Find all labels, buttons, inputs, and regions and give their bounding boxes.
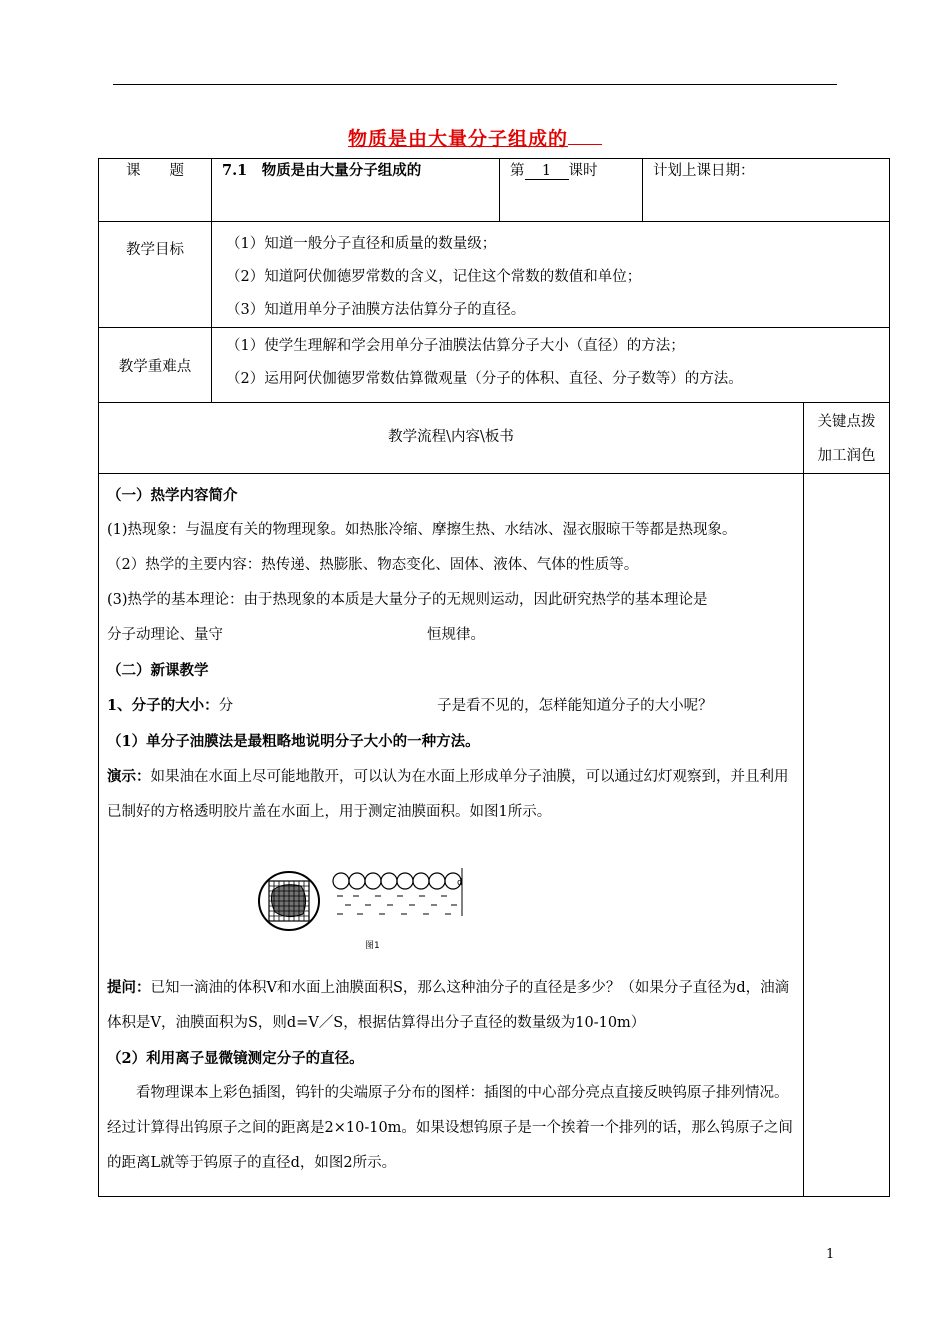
goals-list (212, 222, 889, 327)
goals-row (99, 222, 890, 328)
figure-1 (107, 830, 795, 970)
key-points-row (99, 328, 890, 403)
paragraph-heat-phenomena: (1)热现象：与温度有关的物理现象。如热胀冷缩、摩擦生热、水结冰、湿衣服晾干等都是热现象。 (107, 522, 737, 538)
content-body (99, 474, 803, 1181)
molecule-size-text-a: 分 (218, 698, 234, 714)
demo-label: 演示： (107, 768, 151, 785)
demo-paragraph (107, 759, 795, 830)
key-points-content-cell (212, 328, 890, 403)
content-main-cell (99, 474, 804, 1197)
method1-heading: （1）单分子油膜法是最粗略地说明分子大小的一种方法。 (107, 733, 480, 750)
paragraph-heat-content: （2）热学的主要内容：热传递、热膨胀、物态变化、固体、液体、气体的性质等。 (107, 557, 639, 573)
flow-header-side-cell (804, 403, 890, 474)
period-prefix: 第 (510, 163, 525, 179)
period-text (500, 159, 642, 180)
demo-text: 如果油在水面上尽可能地散开，可以认为在水面上形成单分子油膜，可以通过幻灯观察到，并且利用已制好的方格透明胶片盖在水面上，用于测定油膜面积。如图1所示。 (107, 769, 789, 820)
molecule-size-title: 1、分子的大小： (107, 697, 219, 714)
title-underline-pad (568, 126, 602, 145)
paragraph-heat-theory: (3)热学的基本理论：由于热现象的本质是大量分子的无规则运动，因此研究热学的基本理论是 (107, 592, 708, 608)
goal-item: （3）知道用单分子油膜方法估算分子的直径。 (226, 302, 526, 318)
document-title-text: 物质是由大量分子组成的 (347, 128, 568, 150)
key-points-list (212, 328, 889, 396)
date-label: 计划上课日期： (653, 163, 755, 179)
date-cell (643, 159, 890, 222)
section1-heading: （一）热学内容简介 (107, 487, 238, 504)
tungsten-paragraph: 看物理课本上彩色插图，钨针的尖端原子分布的图样：插图的中心部分亮点直接反映钨原子排列情况。经过计算得出钨原子之间的距离是2×10-10m。如果设想钨原子是一个挨着一个排列的话，那么钨原子之间的距离L就等于钨原子的直径d，如图2所示。 (107, 1085, 793, 1171)
key-points-label-cell (99, 328, 212, 403)
topic-label: 课 题 (126, 163, 184, 179)
figure-d-label: d (457, 878, 463, 888)
key-points-label: 教学重难点 (118, 358, 192, 375)
topic-value-cell (212, 159, 500, 222)
theory-cont-a: 分子动理论、量守 (107, 627, 223, 643)
question-paragraph (107, 970, 795, 1041)
figure-1-caption: 图1 (365, 941, 380, 951)
goal-item: （1）知道一般分子直径和质量的数量级； (226, 236, 497, 252)
meta-row (99, 159, 890, 222)
header-rule (113, 84, 837, 85)
flow-header-side-line2: 加工润色 (817, 448, 876, 464)
document-title (0, 124, 950, 151)
lesson-plan-table (98, 158, 890, 1197)
key-point-item: （2）运用阿伏伽德罗常数估算微观量（分子的体积、直径、分子数等）的方法。 (226, 371, 743, 387)
goal-item: （2）知道阿伏伽德罗常数的含义，记住这个常数的数值和单位； (226, 269, 642, 285)
topic-label-cell (99, 159, 212, 222)
period-number: 1 (525, 163, 569, 180)
method2-heading: （2）利用离子显微镜测定分子的直径。 (107, 1050, 364, 1067)
page-number: 1 (826, 1247, 835, 1262)
paragraph-heat-theory-cont (107, 618, 795, 653)
flow-header-side-line1: 关键点拨 (817, 414, 876, 430)
content-row (99, 474, 890, 1197)
molecule-size-line (107, 688, 795, 724)
goals-label: 教学目标 (126, 242, 184, 258)
question-label: 提问： (107, 979, 151, 996)
flow-header-main: 教学流程\内容\板书 (388, 429, 514, 445)
flow-header-row (99, 403, 890, 474)
key-point-item: （1）使学生理解和学会用单分子油膜法估算分子大小（直径）的方法； (226, 338, 685, 354)
content-side-cell (804, 474, 890, 1197)
oil-film-diagram (257, 868, 477, 968)
molecule-size-text-b: 子是看不见的，怎样能知道分子的大小呢？ (437, 698, 713, 714)
goals-content-cell (212, 222, 890, 328)
topic-value: 7.1 物质是由大量分子组成的 (222, 162, 422, 179)
period-suffix: 课时 (568, 163, 598, 179)
question-text: 已知一滴油的体积V和水面上油膜面积S，那么这种油分子的直径是多少？（如果分子直径为d，油滴体积是V，油膜面积为S，则d=V／S，根据估算得出分子直径的数量级为10-10m） (107, 980, 790, 1031)
flow-header-side (804, 403, 889, 473)
section2-heading: （二）新课教学 (107, 662, 209, 679)
period-cell (500, 159, 643, 222)
theory-cont-b: 恒规律。 (427, 627, 485, 643)
flow-header-main-cell (99, 403, 804, 474)
goals-label-cell (99, 222, 212, 328)
